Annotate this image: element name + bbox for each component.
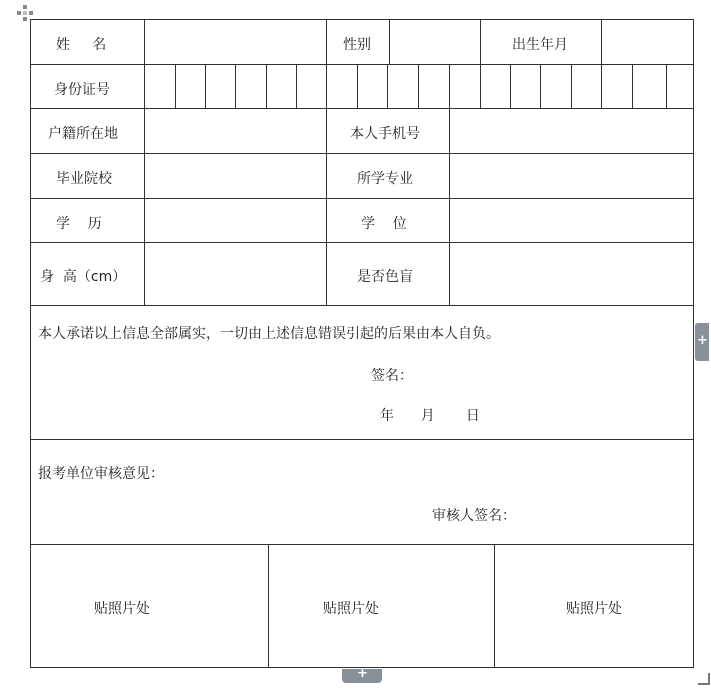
photo-slot-2: 贴照片处 (323, 601, 379, 617)
name-label: 姓 名 (56, 37, 107, 53)
gender-field[interactable] (390, 20, 480, 64)
review-opinion-label: 报考单位审核意见： (38, 466, 164, 482)
add-column-plus-icon[interactable] (695, 323, 709, 361)
phone-label: 本人手机号 (350, 126, 420, 142)
resize-corner-icon[interactable] (698, 673, 710, 685)
education-label: 学 历 (56, 216, 102, 232)
major-field[interactable] (450, 154, 693, 198)
school-field[interactable] (145, 154, 326, 198)
application-form-table (30, 19, 694, 668)
reviewer-signature-label: 审核人签名： (432, 508, 516, 524)
photo-slot-3: 贴照片处 (566, 601, 622, 617)
colorblind-label: 是否色盲 (357, 269, 413, 285)
height-field[interactable] (145, 243, 326, 305)
colorblind-field[interactable] (450, 243, 693, 305)
pledge-signature-label: 签名： (371, 368, 413, 384)
add-row-plus-icon[interactable] (342, 669, 382, 683)
id-number-field[interactable] (145, 65, 693, 108)
pledge-date-label: 年 月 日 (380, 408, 480, 424)
degree-label: 学 位 (361, 216, 407, 232)
id-number-label: 身份证号 (54, 82, 110, 98)
gender-label: 性别 (343, 37, 371, 53)
domicile-field[interactable] (145, 109, 326, 153)
pledge-text: 本人承诺以上信息全部属实，一切由上述信息错误引起的后果由本人自负。 (38, 326, 500, 342)
degree-field[interactable] (450, 199, 693, 242)
major-label: 所学专业 (357, 171, 413, 187)
birth-field[interactable] (602, 20, 693, 64)
phone-field[interactable] (450, 109, 693, 153)
name-field[interactable] (145, 20, 326, 64)
domicile-label: 户籍所在地 (48, 126, 118, 142)
height-label: 身 高（cm） (40, 269, 127, 285)
photo-slot-1: 贴照片处 (94, 601, 150, 617)
birth-label: 出生年月 (512, 37, 568, 53)
school-label: 毕业院校 (56, 171, 112, 187)
education-field[interactable] (145, 199, 326, 242)
